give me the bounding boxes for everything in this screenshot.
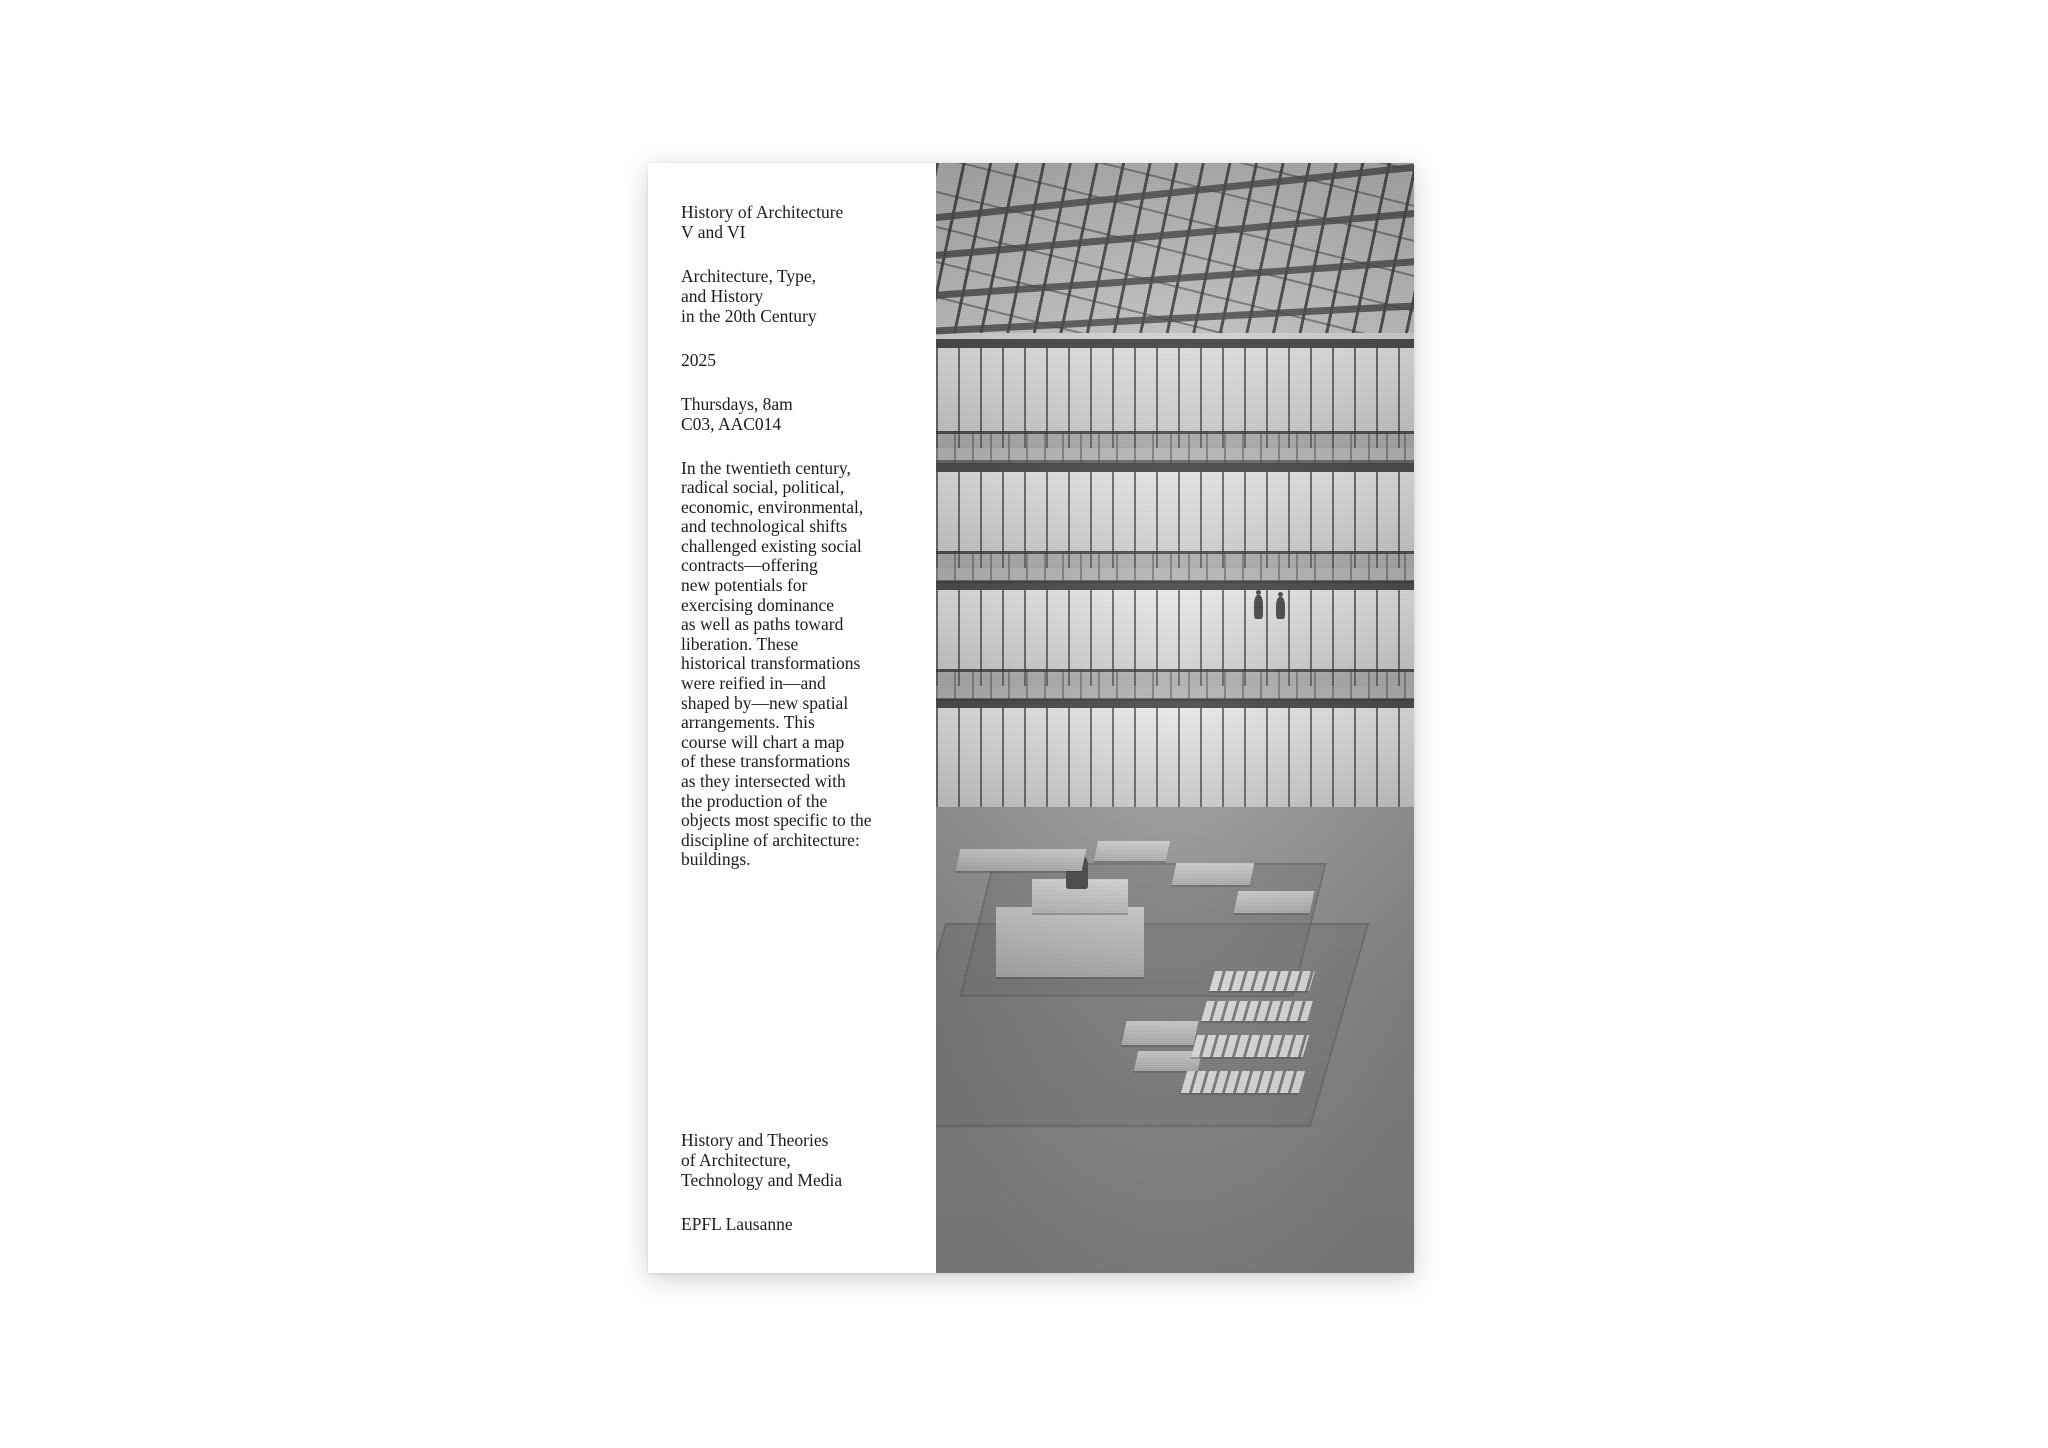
course-title — [681, 203, 936, 243]
description-line-13: shaped by—new spatial — [681, 692, 849, 713]
photo-floor-edge-3 — [936, 463, 1414, 472]
course-subject-line-3: in the 20th Century — [681, 305, 817, 326]
course-subject-line-1: Architecture, Type, — [681, 265, 816, 286]
photo-seat-row-4 — [1181, 1071, 1305, 1093]
lab-name-line-2: of Architecture, — [681, 1150, 791, 1171]
description-line-5: challenged existing social — [681, 535, 862, 556]
photo-bench-4 — [1234, 891, 1315, 913]
description-line-12: were reified in—and — [681, 673, 826, 694]
institution-label: EPFL Lausanne — [681, 1214, 793, 1235]
description-line-17: as they intersected with — [681, 771, 846, 791]
description-line-4: and technological shifts — [681, 516, 848, 537]
description-line-18: the production of the — [681, 790, 828, 811]
lab-name — [681, 1131, 842, 1191]
lab-name-line-1: History and Theories — [681, 1130, 829, 1151]
lab-name-line-3: Technology and Media — [681, 1170, 843, 1191]
photo-bench-1 — [956, 849, 1087, 871]
description-line-21: buildings. — [681, 849, 751, 870]
description-line-1: In the twentieth century, — [681, 457, 851, 478]
schedule-room: C03, AAC014 — [681, 413, 782, 434]
photo-floor-edge-4 — [936, 339, 1414, 348]
description-line-8: exercising dominance — [681, 594, 835, 615]
photo-figure-gallery-1 — [1254, 595, 1263, 619]
description-line-14: arrangements. This — [681, 712, 815, 733]
schedule-time: Thursdays, 8am — [681, 393, 793, 414]
photo-railing-2 — [936, 669, 1414, 701]
course-title-line-1: History of Architecture — [681, 202, 844, 222]
poster-footer — [681, 1131, 842, 1235]
photo-bench-3 — [1172, 863, 1255, 885]
description-line-16: of these transformations — [681, 751, 851, 772]
photo-bench-5 — [1121, 1021, 1198, 1045]
photo-seat-row-3 — [1191, 1035, 1309, 1057]
photo-railing-4 — [936, 431, 1414, 463]
description-line-11: historical transformations — [681, 653, 861, 674]
course-title-line-2: V and VI — [681, 221, 746, 242]
description-line-7: new potentials for — [681, 575, 808, 596]
photo-figure-gallery-2 — [1276, 597, 1285, 619]
photo-floor-edge-1 — [936, 699, 1414, 708]
poster-text-column — [648, 163, 936, 1273]
atrium-photograph — [936, 163, 1414, 1273]
course-year-value: 2025 — [681, 349, 716, 370]
description-line-6: contracts—offering — [681, 555, 818, 576]
description-line-15: course will chart a map — [681, 731, 845, 752]
course-subject — [681, 267, 936, 327]
photo-bench-2 — [1094, 841, 1170, 861]
photo-railing-3 — [936, 551, 1414, 583]
photo-floor-edge-2 — [936, 581, 1414, 590]
description-line-3: economic, environmental, — [681, 496, 864, 517]
course-schedule — [681, 395, 936, 435]
course-year — [681, 351, 936, 371]
description-line-2: radical social, political, — [681, 477, 845, 498]
poster-card — [648, 163, 1414, 1273]
description-line-20: discipline of architecture: — [681, 829, 860, 850]
course-description — [681, 459, 919, 870]
photo-seat-row-1 — [1209, 971, 1315, 991]
photo-seat-row-2 — [1201, 1001, 1313, 1021]
poster-image-column — [936, 163, 1414, 1273]
photo-reading-island — [996, 907, 1144, 977]
photo-glass-wall-1 — [936, 708, 1414, 808]
course-subject-line-2: and History — [681, 285, 764, 306]
description-line-10: liberation. These — [681, 633, 799, 654]
description-line-9: as well as paths toward — [681, 614, 844, 635]
institution-name — [681, 1215, 842, 1235]
description-line-19: objects most specific to the — [681, 810, 872, 831]
